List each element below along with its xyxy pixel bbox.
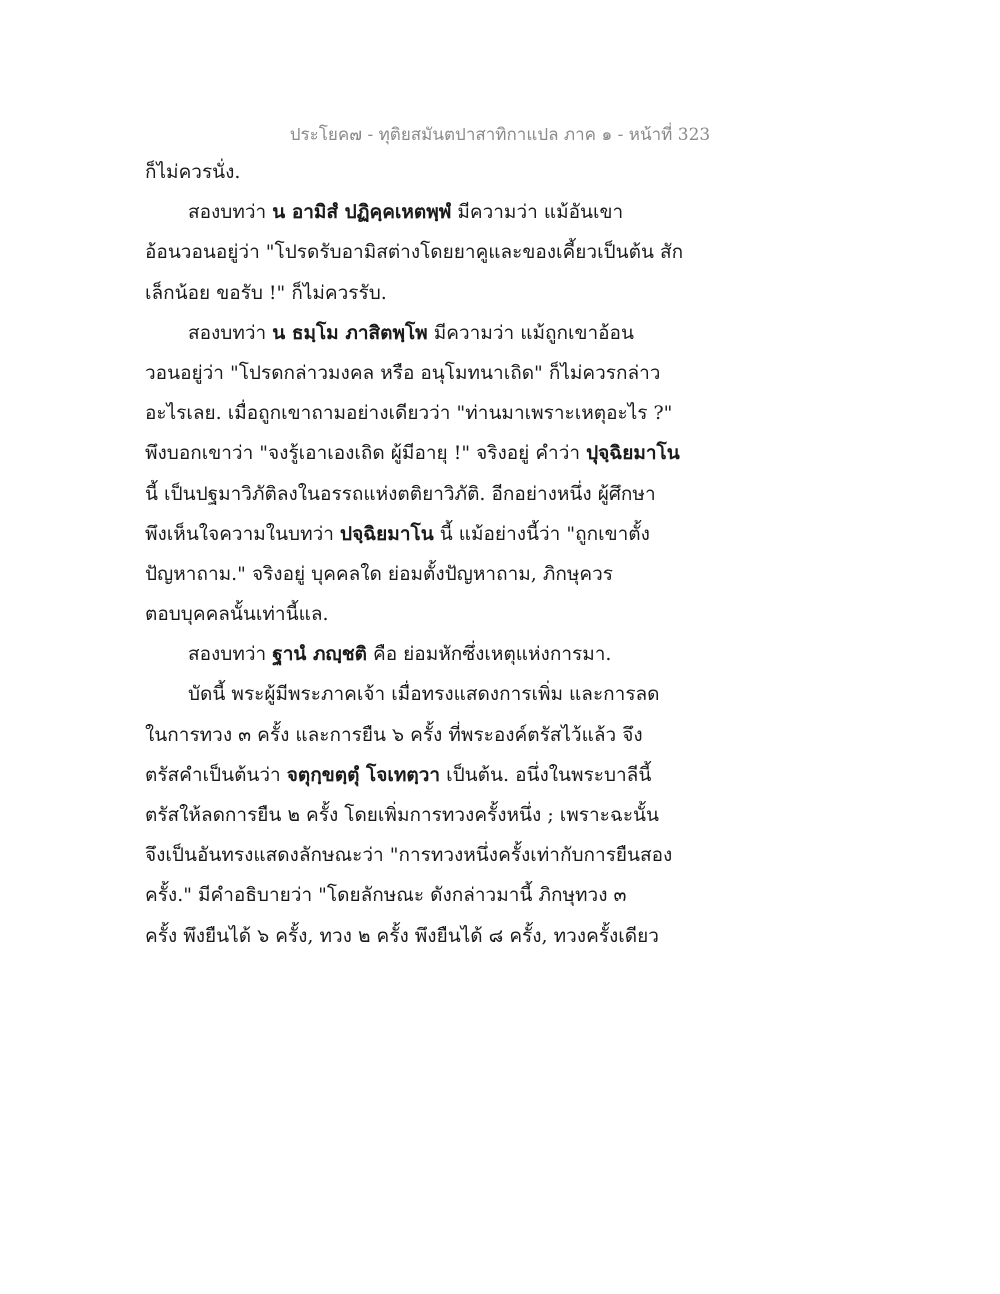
text-line: [145, 353, 705, 393]
text-line: [145, 232, 705, 272]
pali-term: ปจฺฉิยมาโน: [340, 522, 434, 545]
text-run: คือ ย่อมหักซึ่งเหตุแห่งการมา.: [366, 643, 612, 666]
pali-term: จตุกฺขตฺตุํ โจเทตฺวา: [286, 763, 441, 786]
body-text: [145, 152, 705, 956]
text-run: นี้ แม้อย่างนี้ว่า "ถูกเขาตั้ง: [433, 522, 650, 545]
text-run: สองบทว่า: [188, 643, 273, 666]
text-run: ครั้ง พึงยืนได้ ๖ ครั้ง, ทวง ๒ ครั้ง พึงยืนได้ ๘ ครั้ง, ทวงครั้งเดียว: [145, 924, 659, 947]
text-run: เป็นต้น. อนึ่งในพระบาลีนี้: [440, 763, 652, 786]
text-run: ตรัสคำเป็นต้นว่า: [145, 763, 287, 786]
text-run: ก็ไม่ควรนั่ง.: [145, 161, 241, 183]
text-line: [145, 273, 705, 313]
text-run: บัดนี้ พระผู้มีพระภาคเจ้า เมื่อทรงแสดงการเพิ่ม และการลด: [188, 683, 660, 706]
text-run: จึงเป็นอันทรงแสดงลักษณะว่า "การทวงหนึ่งครั้งเท่ากับการยืนสอง: [145, 844, 673, 867]
text-run: นี้ เป็นปฐมาวิภัติลงในอรรถแห่งตติยาวิภัติ. อีกอย่างหนึ่ง ผู้ศึกษา: [145, 482, 656, 505]
text-run: พึงเห็นใจความในบทว่า: [145, 522, 341, 545]
text-line: [145, 916, 705, 956]
paragraph: [145, 634, 705, 674]
running-header: ประโยค๗ - ทุติยสมันตปาสาทิกาแปล ภาค ๑ - หน้าที่ 323: [289, 125, 711, 145]
text-line: [145, 393, 705, 433]
text-line: [145, 594, 705, 634]
paragraph: [145, 313, 705, 635]
text-run: สองบทว่า: [188, 201, 273, 224]
text-run: ในการทวง ๓ ครั้ง และการยืน ๖ ครั้ง ที่พระองค์ตรัสไว้แล้ว จึง: [145, 723, 643, 746]
pali-term: น ธมฺโม ภาสิตพฺโพ: [272, 321, 428, 344]
text-line: [145, 152, 705, 192]
text-run: อ้อนวอนอยู่ว่า "โปรดรับอามิสต่างโดยยาคูและของเคี้ยวเป็นต้น สัก: [145, 241, 684, 264]
text-run: พึงบอกเขาว่า "จงรู้เอาเองเถิด ผู้มีอายุ !" จริงอยู่ คำว่า: [145, 442, 587, 465]
text-line: [145, 755, 705, 795]
text-line: [145, 634, 705, 674]
text-line: [145, 674, 705, 714]
text-line: [145, 875, 705, 915]
text-run: วอนอยู่ว่า "โปรดกล่าวมงคล หรือ อนุโมทนาเถิด" ก็ไม่ควรกล่าว: [145, 361, 661, 384]
text-line: [145, 433, 705, 473]
text-run: อะไรเลย. เมื่อถูกเขาถามอย่างเดียวว่า "ท่านมาเพราะเหตุอะไร ?": [145, 402, 673, 425]
text-run: ตรัสให้ลดการยืน ๒ ครั้ง โดยเพิ่มการทวงครั้งหนึ่ง ; เพราะฉะนั้น: [145, 804, 660, 826]
text-line: [145, 313, 705, 353]
text-run: มีความว่า แม้อันเขา: [451, 201, 624, 224]
text-run: ปัญหาถาม." จริงอยู่ บุคคลใด ย่อมตั้งปัญหาถาม, ภิกษุควร: [145, 562, 613, 585]
text-run: ตอบบุคคลนั้นเท่านี้แล.: [145, 603, 329, 626]
text-run: มีความว่า แม้ถูกเขาอ้อน: [427, 321, 634, 344]
text-run: เล็กน้อย ขอรับ !" ก็ไม่ควรรับ.: [145, 281, 387, 304]
text-line: [145, 554, 705, 594]
text-line: [145, 514, 705, 554]
paragraph: [145, 192, 705, 313]
pali-term: น อามิสํ ปฏิคฺคเหตพฺพํ: [272, 201, 452, 224]
text-run: สองบทว่า: [188, 321, 273, 344]
text-line: [145, 835, 705, 875]
text-run: ครั้ง." มีคำอธิบายว่า "โดยลักษณะ ดังกล่าวมานี้ ภิกษุทวง ๓: [145, 884, 627, 907]
text-line: [145, 192, 705, 232]
paragraph: [145, 152, 705, 192]
text-line: [145, 795, 705, 835]
text-line: [145, 715, 705, 755]
pali-term: ปุจฺฉิยมาโน: [586, 442, 680, 465]
text-line: [145, 474, 705, 514]
paragraph: [145, 674, 705, 955]
pali-term: ฐานํ ภญฺชติ: [272, 643, 367, 666]
